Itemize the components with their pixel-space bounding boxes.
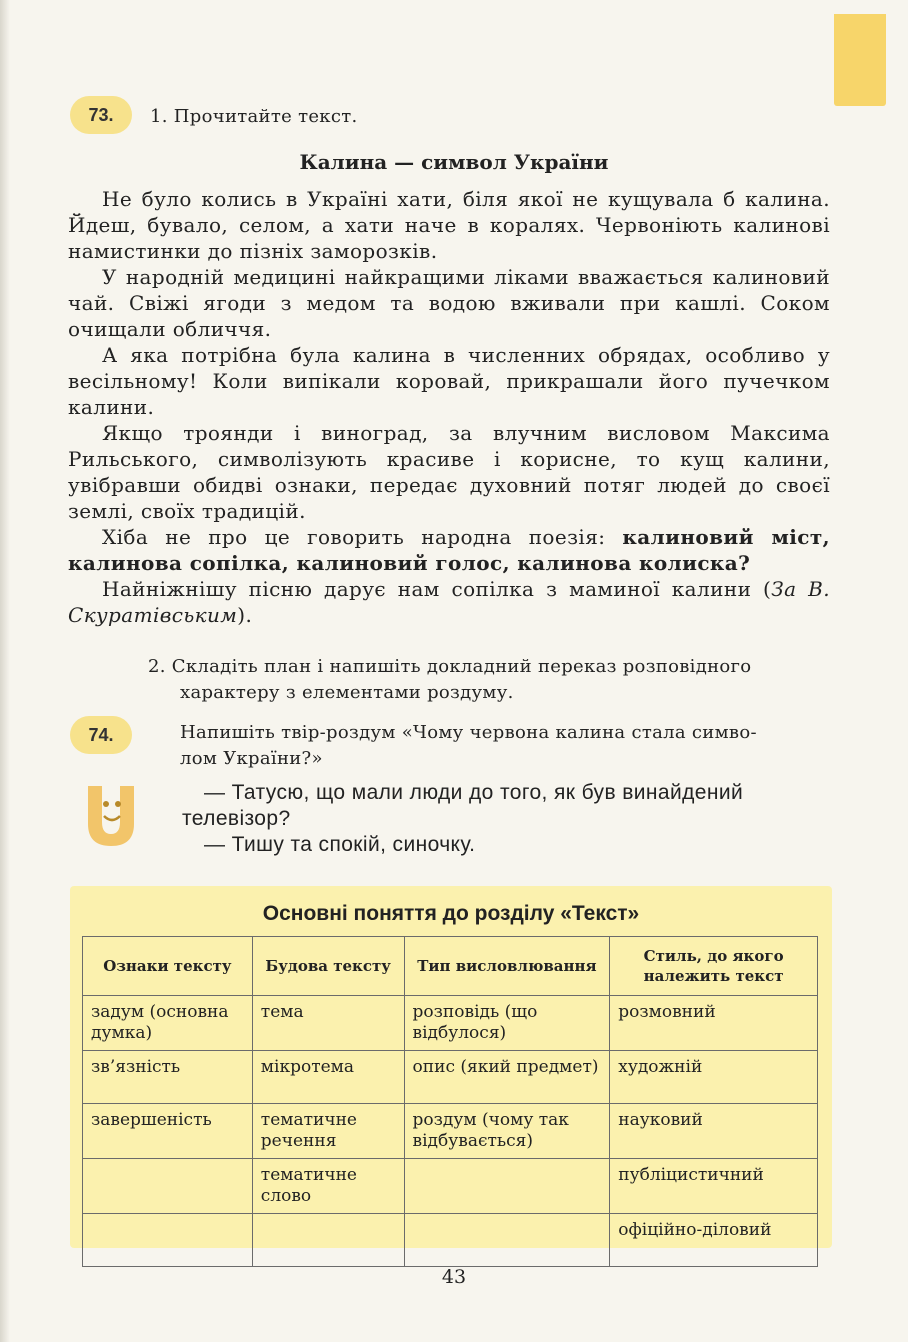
table-cell xyxy=(404,1159,610,1214)
table-cell: науковий xyxy=(610,1104,818,1159)
table-cell: публіцистичний xyxy=(610,1159,818,1214)
page-binding-edge xyxy=(0,0,10,1342)
paragraph-6 xyxy=(68,576,830,628)
exercise-73-task2-line1: 2. Складіть план і напишіть докладний переказ розповідного xyxy=(148,656,752,677)
table-row xyxy=(83,1159,818,1214)
table-row xyxy=(83,1214,818,1267)
joke-line-1: — Татусю, що мали люди до того, як був винайдений xyxy=(204,781,744,804)
table-row xyxy=(83,1051,818,1104)
paragraph-5-text: Хіба не про це говорить народна поезія: xyxy=(102,525,623,549)
joke xyxy=(182,780,842,858)
table-cell: завершеність xyxy=(83,1104,253,1159)
table-cell: задум (основна думка) xyxy=(83,996,253,1051)
concepts-table xyxy=(82,936,818,1267)
table-cell: роздум (чому так відбувається) xyxy=(404,1104,610,1159)
paragraph-6-end: ). xyxy=(237,603,253,627)
table-cell xyxy=(404,1214,610,1267)
concepts-title: Основні поняття до розділу «Текст» xyxy=(262,902,640,925)
table-cell: опис (який предмет) xyxy=(404,1051,610,1104)
exercise-73-task2-line2: характеру з елементами роздуму. xyxy=(180,682,514,703)
table-cell xyxy=(83,1214,253,1267)
paragraph-3: А яка потрібна була калина в численних обрядах, особливо у весільному! Коли випікали коровай, прикрашали його пучечком калини. xyxy=(68,343,830,419)
paragraph-4: Якщо троянди і виноград, за влучним висловом Максима Рильського, символізують красиве і корисне, то кущ калини, увібравши обидві ознаки, передає духовний потяг людей до своєї землі, своїх традицій. xyxy=(68,421,830,523)
exercise-74-line2: лом України?» xyxy=(180,748,323,769)
paragraph-6-text: Найніжнішу пісню дарує нам сопілка з маминої калини ( xyxy=(102,577,772,601)
smile-icon xyxy=(66,780,156,860)
table-cell: офіційно-діловий xyxy=(610,1214,818,1267)
header-cell: Будова тексту xyxy=(252,937,404,996)
table-cell: розмовний xyxy=(610,996,818,1051)
table-row xyxy=(83,996,818,1051)
table-header-row xyxy=(83,937,818,996)
table-cell: розповідь (що відбулося) xyxy=(404,996,610,1051)
paragraph-2: У народній медицині найкращими ліками вважається калиновий чай. Свіжі ягоди з медом та водою вживали при кашлі. Соком очищали обличчя. xyxy=(68,265,830,341)
table-cell xyxy=(252,1214,404,1267)
paragraph-5-bold: калиновий міст, калинова сопілка, калиновий голос, калинова колиска? xyxy=(68,525,830,575)
table-cell: мікротема xyxy=(252,1051,404,1104)
header-cell: Тип висловлювання xyxy=(404,937,610,996)
table-cell: тематичне слово xyxy=(252,1159,404,1214)
table-row xyxy=(83,1104,818,1159)
table-cell: тема xyxy=(252,996,404,1051)
exercise-74-badge xyxy=(70,716,132,754)
joke-line-2: телевізор? xyxy=(182,807,291,830)
text-title: Калина — символ України xyxy=(299,150,609,174)
header-cell: Ознаки тексту xyxy=(83,937,253,996)
header-cell: Стиль, до якого належить текст xyxy=(610,937,818,996)
joke-line-3: — Тишу та спокій, синочку. xyxy=(204,833,476,856)
exercise-74-number: 74. xyxy=(88,724,114,745)
page-number: 43 xyxy=(441,1266,467,1288)
paragraph-1: Не було колись в Україні хати, біля якої не кущувала б калина. Йдеш, бувало, селом, а хати наче в коралях. Червоніють калинові намистинки до пізніх заморозків. xyxy=(68,187,830,263)
chapter-tab-marker xyxy=(834,14,886,106)
paragraph-6-source: За В. Скуратівським xyxy=(68,577,830,627)
table-cell xyxy=(83,1159,253,1214)
concepts-panel xyxy=(70,886,832,1248)
exercise-73-badge xyxy=(70,96,132,134)
table-cell: художній xyxy=(610,1051,818,1104)
exercise-73-number: 73. xyxy=(88,104,114,125)
reading-text xyxy=(68,186,830,628)
exercise-73-task1: 1. Прочитайте текст. xyxy=(150,106,358,127)
table-cell: зв’язність xyxy=(83,1051,253,1104)
table-cell: тематичне речення xyxy=(252,1104,404,1159)
paragraph-5 xyxy=(68,524,830,576)
exercise-74-line1: Напишіть твір-роздум «Чому червона калина стала симво- xyxy=(180,722,757,743)
